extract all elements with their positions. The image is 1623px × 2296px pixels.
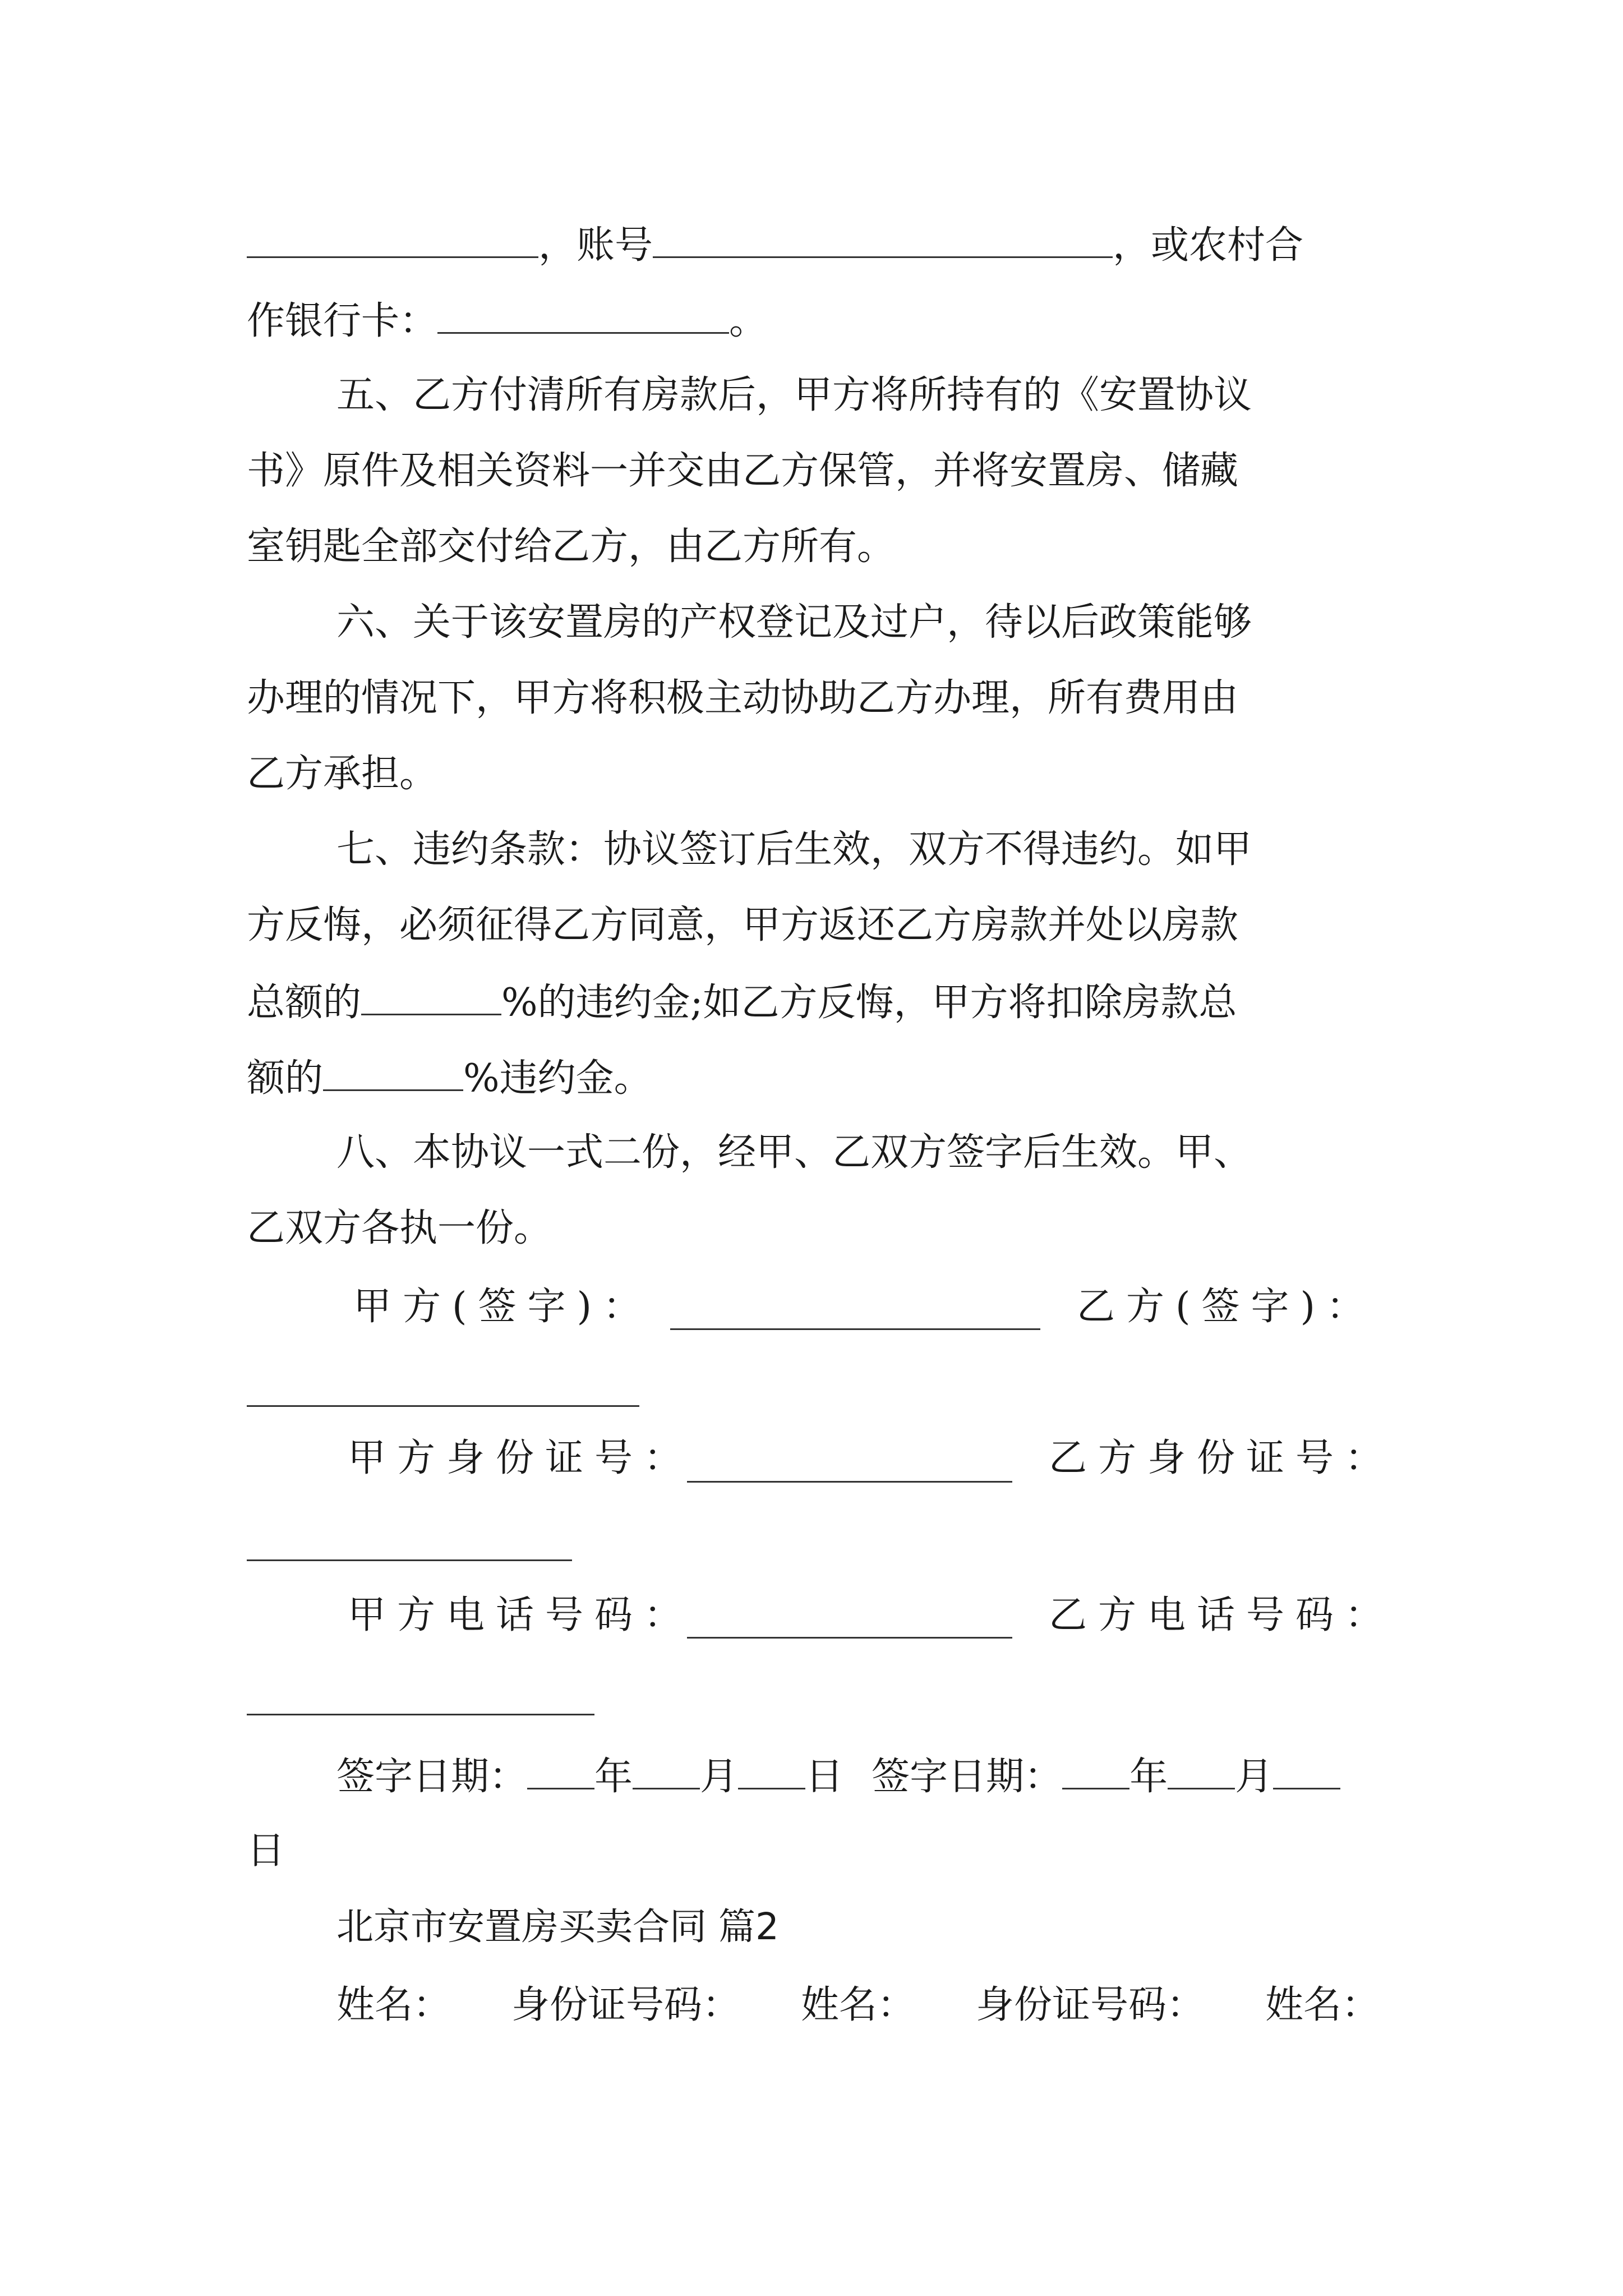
date-b-year: 年 <box>1129 1755 1168 1799</box>
date-a-year-blank[interactable] <box>527 1753 594 1789</box>
party-a-id-blank[interactable] <box>687 1481 1012 1483</box>
party-b-phone-blank[interactable] <box>247 1714 594 1715</box>
date-a-month: 月 <box>700 1755 739 1799</box>
field-name-2: 姓名： <box>800 1983 915 2027</box>
clause6-line1: 六、关于该安置房的产权登记及过户，待以后政策能够 <box>336 600 1252 645</box>
party-a-phone-label: 甲方电话号码： <box>348 1593 694 1637</box>
penalty-b-blank[interactable] <box>323 1055 463 1091</box>
clause8-line1: 八、本协议一式二份，经甲、乙双方签字后生效。甲、 <box>336 1130 1252 1175</box>
date-b-day-blank[interactable] <box>1273 1753 1340 1789</box>
clause7-line3 <box>247 979 1237 1024</box>
clause5-line2: 书》原件及相关资料一并交由乙方保管，并将安置房、储藏 <box>247 449 1239 493</box>
bank-account-line <box>247 222 1303 266</box>
party-b-sign-blank[interactable] <box>247 1405 639 1407</box>
date-a-day: 日 <box>805 1755 844 1799</box>
account-label: ，账号 <box>538 223 653 268</box>
field-name-1: 姓名： <box>336 1983 451 2027</box>
clause7-line2: 方反悔，必须征得乙方同意，甲方返还乙方房款并处以房款 <box>247 903 1239 947</box>
date-a-day-blank[interactable] <box>738 1753 805 1789</box>
clause6-line3: 乙方承担。 <box>247 752 438 796</box>
bank-card-blank[interactable] <box>437 297 729 334</box>
penalty-a-blank[interactable] <box>361 979 501 1015</box>
date-a-year: 年 <box>594 1755 633 1799</box>
party-b-sign-label: 乙方(签字)： <box>1077 1285 1376 1329</box>
party-b-id-blank[interactable] <box>247 1559 572 1561</box>
date-b-month: 月 <box>1235 1755 1274 1799</box>
clause7-line1: 七、违约条款：协议签订后生效，双方不得违约。如甲 <box>336 827 1252 872</box>
clause5-line1: 五、乙方付清所有房款后，甲方将所持有的《安置协议 <box>336 373 1252 417</box>
penalty-a-text: %的违约金;如乙方反悔，甲方将扣除房款总 <box>501 981 1237 1025</box>
field-id-1: 身份证号码： <box>511 1983 740 2027</box>
clause5-line3: 室钥匙全部交付给乙方，由乙方所有。 <box>247 524 896 569</box>
sign-date-label-a: 签字日期： <box>336 1755 528 1799</box>
party-a-sign-blank[interactable] <box>670 1328 1040 1330</box>
date-a-month-blank[interactable] <box>633 1753 700 1789</box>
party-b-id-label: 乙方身份证号： <box>1049 1436 1395 1480</box>
account-number-blank[interactable] <box>653 222 1113 258</box>
party-b-phone-label: 乙方电话号码： <box>1049 1593 1395 1637</box>
clause8-line2: 乙双方各执一份。 <box>247 1206 552 1250</box>
clause7-line4 <box>247 1055 652 1099</box>
section2-fields <box>336 1983 1380 2028</box>
section2-title: 北京市安置房买卖合同 篇2 <box>336 1905 779 1948</box>
penalty-a-label: 总额的 <box>247 981 362 1025</box>
clause6-line2: 办理的情况下，甲方将积极主动协助乙方办理，所有费用由 <box>247 676 1239 720</box>
bank-card-label: 作银行卡： <box>247 299 438 343</box>
penalty-b-label: 额的 <box>247 1056 324 1101</box>
sign-date-line <box>336 1753 1340 1798</box>
party-a-sign-label: 甲方(签字)： <box>353 1285 653 1329</box>
bank-card-line <box>247 297 767 342</box>
rural-bank-label: ，或农村合 <box>1113 223 1304 268</box>
party-a-id-label: 甲方身份证号： <box>348 1436 694 1480</box>
date-b-year-blank[interactable] <box>1062 1753 1129 1789</box>
field-id-2: 身份证号码： <box>975 1983 1205 2027</box>
date-b-day: 日 <box>247 1829 285 1873</box>
penalty-b-text: %违约金。 <box>463 1056 652 1101</box>
field-name-3: 姓名： <box>1265 1983 1380 2027</box>
party-a-phone-blank[interactable] <box>687 1637 1012 1639</box>
date-b-month-blank[interactable] <box>1168 1753 1235 1789</box>
bank-name-blank[interactable] <box>247 222 538 258</box>
bank-card-end: 。 <box>729 299 768 343</box>
sign-date-label-b: 签字日期： <box>872 1755 1063 1799</box>
